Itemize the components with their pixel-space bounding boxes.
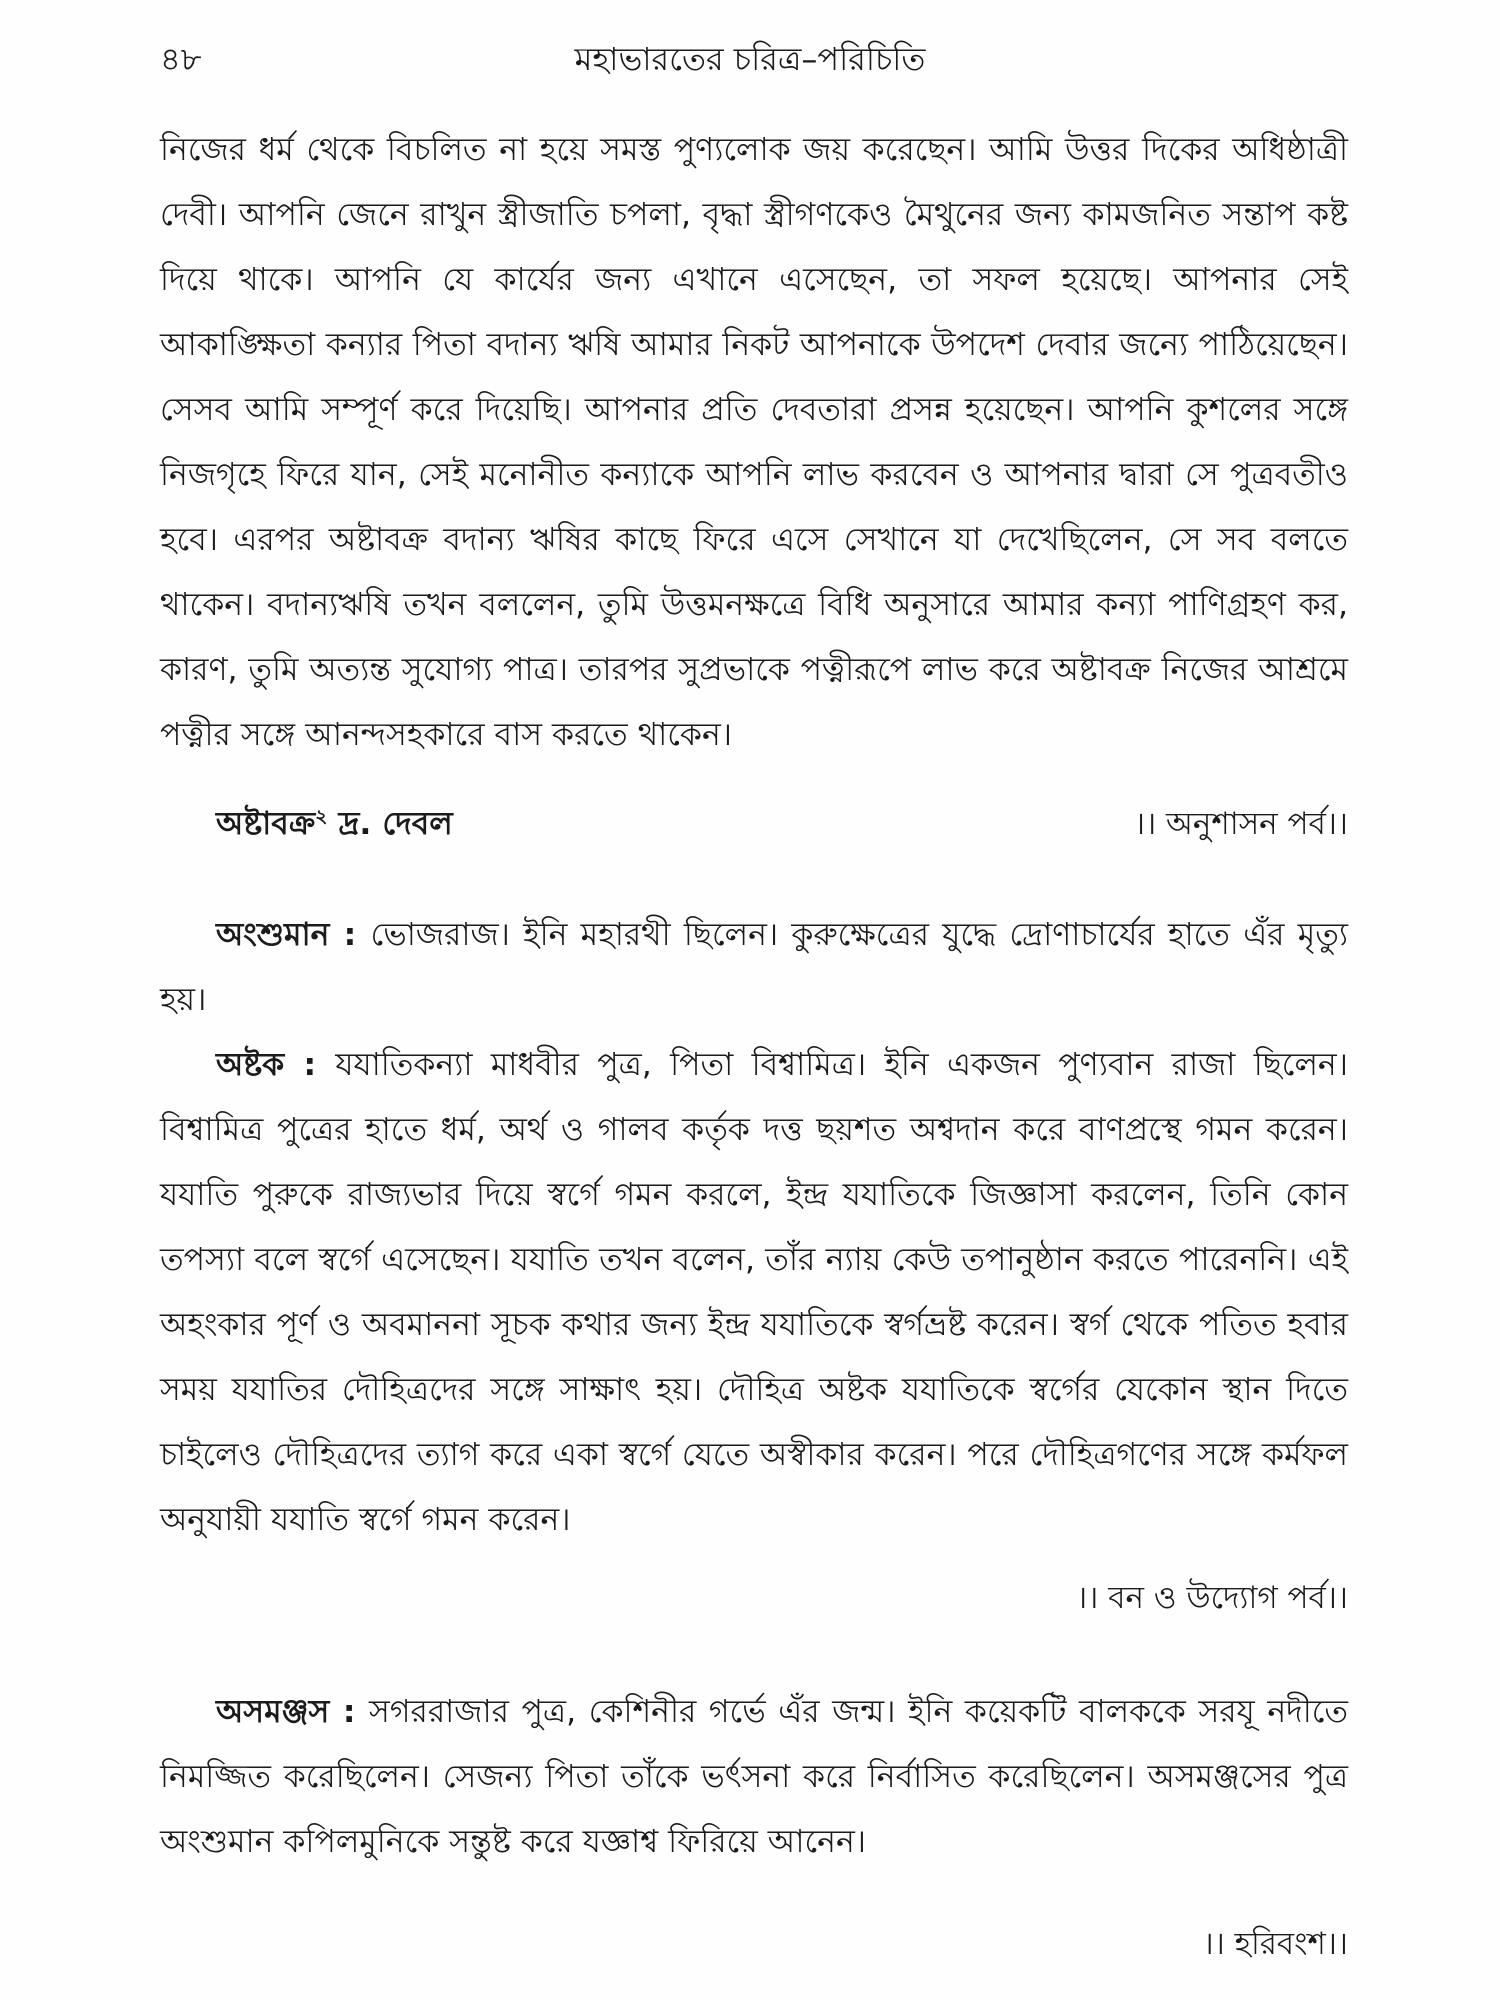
entry-heading: অংশুমান [216, 917, 330, 953]
entry-separator: : [329, 917, 371, 953]
running-head [160, 34, 1340, 84]
entry-ashtak [160, 1033, 1348, 1553]
cross-ref-text: দ্র. দেবল [327, 806, 453, 842]
cross-ref-superscript: ২ [315, 805, 328, 828]
header-title: মহাভারতের চরিত্র–পরিচিতি [574, 40, 926, 78]
entry-separator: : [329, 1694, 370, 1730]
entry-body: সগররাজার পুত্র, কেশিনীর গর্ভে এঁর জন্ম। ইনি কয়েকটি বালককে সরযূ নদীতে নিমজ্জিত করেছিলেন। সেজন্য পিতা তাঁকে ভর্ৎসনা করে নির্বাসিত করেছিলেন। অসমঞ্জসের পুত্র অংশুমান কপিলমুনিকে সন্তুষ্ট করে যজ্ঞাশ্ব ফিরিয়ে আনেন। [160, 1694, 1349, 1860]
cross-reference [216, 792, 453, 857]
entry-heading: অসমঞ্জস [216, 1694, 330, 1730]
continuation-paragraph: নিজের ধর্ম থেকে বিচলিত না হয়ে সমস্ত পুণ্যলোক জয় করেছেন। আমি উত্তর দিকের অধিষ্ঠাত্রী দেবী। আপনি জেনে রাখুন স্ত্রীজাতি চপলা, বৃদ্ধা স্ত্রীগণকেও মৈথুনের জন্য কামজনিত সন্তাপ কষ্ট দিয়ে থাকে। আপনি যে কার্যের জন্য এখানে এসেছেন, তা সফল হয়েছে। আপনার সেই আকাঙ্ক্ষিতা কন্যার পিতা বদান্য ঋষি আমার নিকট আপনাকে উপদেশ দেবার জন্যে পাঠিয়েছেন। সেসব আমি সম্পূর্ণ করে দিয়েছি। আপনার প্রতি দেবতারা প্রসন্ন হয়েছেন। আপনি কুশলের সঙ্গে নিজগৃহে ফিরে যান, সেই মনোনীত কন্যাকে আপনি লাভ করবেন ও আপনার দ্বারা সে পুত্রবতীও হবে। এরপর অষ্টাবক্র বদান্য ঋষির কাছে ফিরে এসে সেখানে যা দেখেছিলেন, সে সব বলতে থাকেন। বদান্যঋষি তখন বললেন, তুমি উত্তমনক্ষত্রে বিধি অনুসারে আমার কন্যা পাণিগ্রহণ কর, কারণ, তুমি অত্যন্ত সুযোগ্য পাত্র। তারপর সুপ্রভাকে পত্নীরূপে লাভ করে অষ্টাবক্র নিজের আশ্রমে পত্নীর সঙ্গে আনন্দসহকারে বাস করতে থাকেন। [160, 132, 1348, 753]
cross-ref-name: অষ্টাবক্র [216, 806, 316, 842]
entry-anshuman [160, 903, 1348, 1033]
source-ban-udyog: ।। বন ও উদ্যোগ পর্ব।। [1076, 1580, 1348, 1616]
entry-body: যযাতিকন্যা মাধবীর পুত্র, পিতা বিশ্বামিত্র। ইনি একজন পুণ্যবান রাজা ছিলেন। বিশ্বামিত্র পুত্রের হাতে ধর্ম, অর্থ ও গালব কর্তৃক দত্ত ছয়শত অশ্বদান করে বাণপ্রস্থে গমন করেন। যযাতি পুরুকে রাজ্যভার দিয়ে স্বর্গে গমন করলে, ইন্দ্র যযাতিকে জিজ্ঞাসা করলেন, তিনি কোন তপস্যা বলে স্বর্গে এসেছেন। যযাতি তখন বলেন, তাঁর ন্যায় কেউ তপানুষ্ঠান করতে পারেননি। এই অহংকার পূর্ণ ও অবমাননা সূচক কথার জন্য ইন্দ্র যযাতিকে স্বর্গভ্রষ্ট করেন। স্বর্গ থেকে পতিত হবার সময় যযাতির দৌহিত্রদের সঙ্গে সাক্ষাৎ হয়। দৌহিত্র অষ্টক যযাতিকে স্বর্গের যেকোন স্থান দিতে চাইলেও দৌহিত্রদের ত্যাগ করে একা স্বর্গে যেতে অস্বীকার করেন। পরে দৌহিত্রগণের সঙ্গে কর্মফল অনুযায়ী যযাতি স্বর্গে গমন করেন। [160, 1047, 1348, 1538]
page-number: ৪৮ [160, 40, 202, 78]
entry-body: ভোজরাজ। ইনি মহারথী ছিলেন। কুরুক্ষেত্রের যুদ্ধে দ্রোণাচার্যের হাতে এঁর মৃত্যু হয়। [160, 917, 1349, 1018]
entry-separator: : [284, 1047, 336, 1083]
entry-asamanjas [160, 1680, 1348, 1875]
entry-heading: অষ্টক [216, 1047, 285, 1083]
source-anushasan: ।। অনুশাসন পর্ব।। [1133, 806, 1348, 842]
source-harivamsha: ।। হরিবংশ।। [1202, 1926, 1348, 1962]
